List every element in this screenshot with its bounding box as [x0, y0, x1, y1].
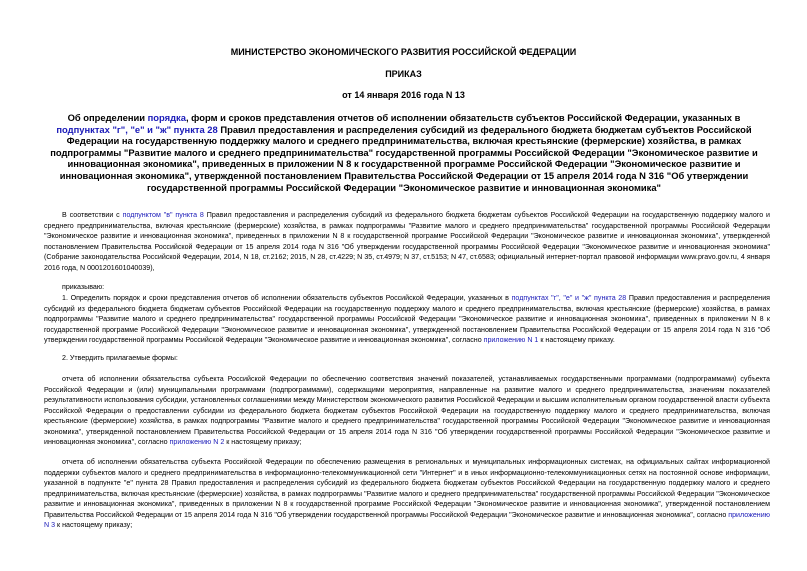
order-heading: ПРИКАЗ: [385, 69, 422, 79]
form-1-paragraph: [44, 374, 770, 448]
paragraph-text: отчета об исполнении обязательства субъекта Российской Федерации по обеспечению соответствия значений показателей, устанавливаемых государственными программами (подпрограммами) субъекта Российской Федерации и (или) муниципальными программами (подпрограммами), содержащими мероприятия, направленные на развитие малого и среднего предпринимательства, значениям показателей результативности использования субсидии, установленных соглашениями между Министерством экономического развития Российской Федерации и высшим исполнительным органом государственной власти субъекта Российской Федерации о предоставлении субсидии из федерального бюджета бюджетам субъектов Российской Федерации на государственную поддержку малого и среднего предпринимательства, включая крестьянские (фермерские) хозяйства, в рамках подпрограммы "Развитие малого и среднего предпринимательства" государственной программы Российской Федерации "Экономическое развитие и инновационная экономика", утвержденной постановлением Правительства Российской Федерации от 15 апреля 2014 года N 316 "Об утверждении государственной программы Российской Федерации "Экономическое развитие и инновационная экономика", согласно: [44, 375, 770, 446]
item-1-paragraph: [44, 293, 770, 346]
appendix-2-link[interactable]: приложению N 2: [169, 438, 225, 446]
paragraph-text: отчета об исполнении обязательства субъекта Российской Федерации по обеспечению размещения в региональных и муниципальных информационных системах, на официальных сайтах информационной поддержки субъектов малого и среднего предпринимательства в информационно-телекоммуникационной сети "Интернет" и в иных информационно-телекоммуникационных сетях на постоянной основе информации, указанной в подпункте "е" пункта 28 Правил предоставления и распределения субсидий из федерального бюджета бюджетам субъектов Российской Федерации на государственную поддержку малого и среднего предпринимательства, включая крестьянские (фермерские) хозяйства, в рамках подпрограммы "Развитие малого и среднего предпринимательства" государственной программы Российской Федерации "Экономическое развитие и инновационная экономика", приведенных в приложении N 8 к государственной программе Российской Федерации "Экономическое развитие и инновационная экономика", утвержденной постановлением Правительства Российской Федерации от 15 апреля 2014 года N 316 "Об утверждении государственной программы Российской Федерации "Экономическое развитие и инновационная экономика", согласно: [44, 458, 770, 519]
paragraph-text: к настоящему приказу;: [55, 521, 133, 529]
form-2-paragraph: [44, 457, 770, 531]
order-date: от 14 января 2016 года N 13: [342, 90, 465, 100]
subparagraphs-link[interactable]: подпунктах "г", "е" и "ж" пункта 28: [56, 123, 218, 135]
paragraph-text: Правил предоставления и распределения субсидий из федерального бюджета бюджетам субъектов Российской Федерации на государственную поддержку малого и среднего предпринимательства, включая крестьянские (фермерские) хозяйства, в рамках подпрограммы "Развитие малого и среднего предпринимательства" государственной программы Российской Федерации "Экономическое развитие и инновационная экономика", приведенных в приложении N 8 к государственной программе Российской Федерации "Экономическое развитие и инновационная экономика", утвержденной постановлением Правительства Российской Федерации от 15 апреля 2014 года N 316 "Об утверждении государственной программы Российской Федерации "Экономическое развитие и инновационная экономика" (Собрание законодательства Российской Федерации, 2014, N 18, ст.2162; 2015, N 28, ст.4229; N 35, ст.4979; N 37, ст.5153; N 47, ст.6583; официальный интернет-портал правовой информации www.pravo.gov.ru, 4 января 2016 года, N 0001201601040039),: [44, 211, 770, 272]
appendix-3-link[interactable]: приложению N 3: [44, 510, 770, 529]
paragraph-text: Правил предоставления и распределения субсидий из федерального бюджета бюджетам субъектов Российской Федерации на государственную поддержку малого и среднего предпринимательства, включая крестьянские (фермерские) хозяйства, в рамках подпрограммы "Развитие малого и среднего предпринимательства" государственной программы Российской Федерации "Экономическое развитие и инновационная экономика", приведенных в приложении N 8 к государственной программе Российской Федерации "Экономическое развитие и инновационная экономика", утвержденной постановлением Правительства Российской Федерации от 15 апреля 2014 года N 316 "Об утверждении государственной программы Российской Федерации "Экономическое развитие и инновационная экономика", согласно: [44, 294, 771, 344]
ministry-heading: МИНИСТЕРСТВО ЭКОНОМИЧЕСКОГО РАЗВИТИЯ РОССИЙСКОЙ ФЕДЕРАЦИИ: [230, 47, 577, 57]
title-text: Правил предоставления и распределения субсидий из федерального бюджета бюджетам субъектов Российской Федерации на государственную поддержку малого и среднего предпринимательства, включая крестьянские (фермерские) хозяйства, в рамках подпрограммы "Развитие малого и среднего предпринимательства" государственной программы Российской Федерации "Экономическое развитие и инновационная экономика", приведенных в приложении N 8 к государственной программе Российской Федерации "Экономическое развитие и инновационная экономика", утвержденной постановлением Правительства Российской Федерации от 15 апреля 2014 года N 316 "Об утверждении государственной программы Российской Федерации "Экономическое развитие и инновационная экономика": [50, 123, 758, 193]
paragraph-text: В соответствии с: [62, 211, 123, 219]
subparagraph-v-link[interactable]: подпунктом "в" пункта 8: [122, 211, 204, 219]
paragraph-text: 1. Определить порядок и сроки представления отчетов об исполнении обязательств субъектов Российской Федерации, указанных в: [62, 294, 512, 302]
appendix-1-link[interactable]: приложению N 1: [483, 336, 539, 344]
paragraph-text: к настоящему приказу;: [224, 438, 302, 446]
item-2-paragraph: 2. Утвердить прилагаемые формы:: [62, 354, 178, 362]
order-word: приказываю:: [62, 283, 105, 291]
subparagraphs-link-2[interactable]: подпунктах "г", "е" и "ж" пункта 28: [511, 294, 627, 302]
paragraph-text: к настоящему приказу.: [538, 336, 615, 344]
title-text: Об определении: [67, 112, 148, 123]
document-title: [44, 112, 764, 193]
preamble-paragraph: [44, 210, 770, 273]
title-text: , форм и сроков представления отчетов об исполнении обязательств субъектов Российской Федерации, указанных в: [185, 112, 741, 123]
order-link[interactable]: порядка: [147, 112, 186, 123]
